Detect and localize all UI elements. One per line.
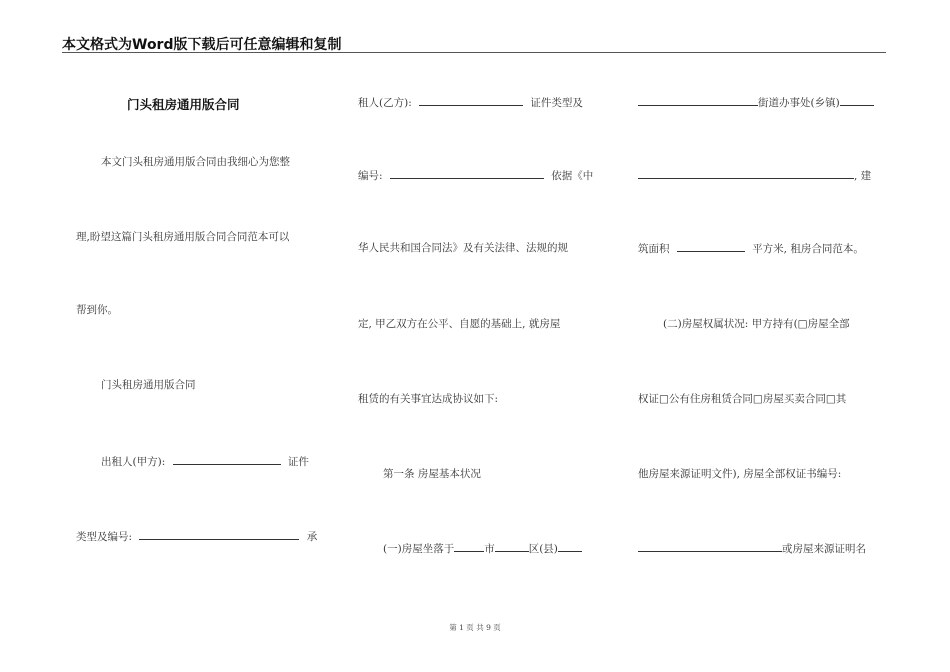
certificate-number-blank	[638, 541, 782, 552]
house-location-line	[383, 541, 582, 556]
location-label: (一)房屋坐落于	[383, 543, 455, 555]
agreement-line: 租赁的有关事宜达成协议如下:	[358, 393, 499, 405]
lessor-id-line	[76, 529, 317, 544]
address-blank	[638, 168, 854, 179]
contract-subtitle: 门头租房通用版合同	[101, 379, 196, 391]
build-label: , 建	[854, 170, 872, 182]
lessor-label: 出租人(甲方):	[101, 456, 166, 468]
area-suffix: 平方米, 租房合同范本。	[752, 243, 864, 255]
intro-line-2: 理,盼望这篇门头租房通用版合同合同范本可以	[76, 231, 290, 243]
lessee-id-label: 编号:	[358, 170, 383, 182]
lessee-id-blank	[390, 168, 544, 179]
lessor-id-blank	[139, 529, 299, 540]
lessor-line	[101, 454, 309, 469]
city-label: 市	[484, 543, 495, 555]
city-blank	[454, 541, 484, 552]
header-divider	[62, 52, 886, 53]
district-tail-blank	[558, 541, 582, 552]
district-blank	[495, 541, 529, 552]
article-1-heading: 第一条 房屋基本状况	[383, 468, 481, 480]
source-name-line	[638, 541, 866, 556]
lessee-suffix: 证件类型及	[530, 97, 583, 109]
intro-line-1: 本文门头租房通用版合同由我细心为您整	[101, 156, 290, 168]
lessor-name-blank	[173, 454, 281, 465]
floor-area-line	[638, 241, 864, 256]
page-header-title: 本文格式为Word版下载后可任意编辑和复制	[62, 37, 342, 53]
other-documents-line: 他房屋来源证明文件), 房屋全部权证书编号:	[638, 468, 842, 480]
ownership-line: (二)房屋权属状况: 甲方持有(□房屋全部	[663, 318, 850, 330]
certificate-types-line: 权证□公有住房租赁合同□房屋买卖合同□其	[638, 393, 847, 405]
district-label: 区(县)	[528, 543, 558, 555]
lessee-name-blank	[419, 95, 523, 106]
lessee-line	[358, 95, 583, 110]
street-label: 街道办事处(乡镇)	[758, 97, 840, 109]
area-label: 筑面积	[638, 243, 670, 255]
intro-line-3: 帮到你。	[76, 304, 118, 316]
principle-line: 定, 甲乙双方在公平、自愿的基础上, 就房屋	[358, 318, 561, 330]
lessee-id-suffix: 依据《中	[551, 170, 594, 182]
lessor-suffix: 证件	[287, 456, 309, 468]
lessor-id-suffix: 承	[306, 531, 318, 543]
law-line: 华人民共和国合同法》及有关法律、法规的规	[358, 242, 568, 254]
street-line	[638, 95, 874, 110]
lessor-id-label: 类型及编号:	[76, 531, 133, 543]
source-name-label: 或房屋来源证明名	[782, 543, 866, 555]
street-blank	[638, 95, 758, 106]
lessee-label: 租人(乙方):	[358, 97, 412, 109]
street-tail-blank	[840, 95, 874, 106]
page-number: 第 1 页 共 9 页	[449, 623, 501, 632]
lessee-id-line	[358, 168, 593, 183]
document-title: 门头租房通用版合同	[127, 97, 240, 112]
area-blank	[677, 241, 745, 252]
address-line	[638, 168, 871, 183]
